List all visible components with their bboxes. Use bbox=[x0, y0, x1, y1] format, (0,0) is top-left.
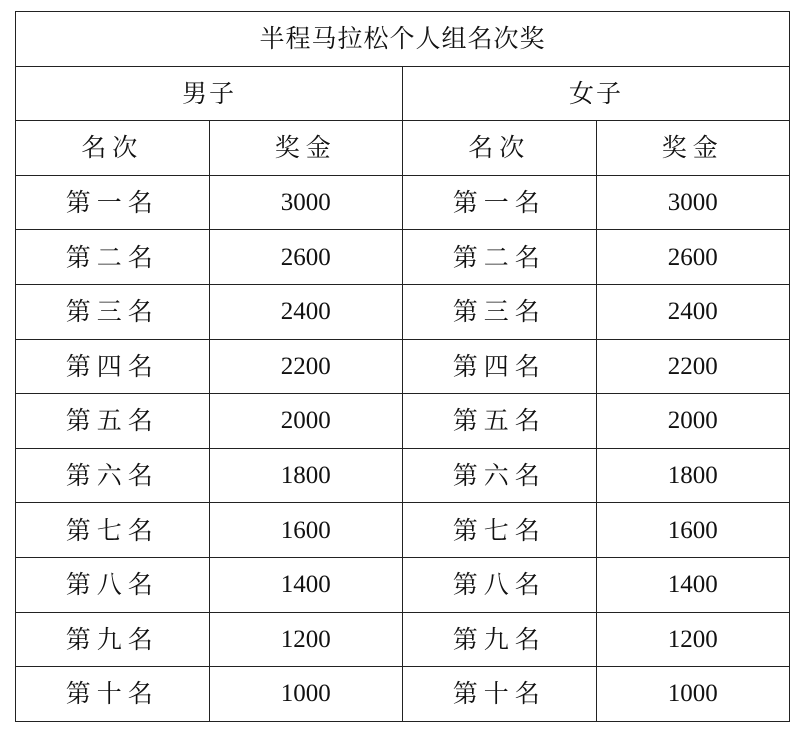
women-prize-cell: 1200 bbox=[596, 612, 790, 667]
men-prize-cell: 2000 bbox=[209, 394, 403, 449]
women-prize-cell: 2200 bbox=[596, 339, 790, 394]
title-row bbox=[16, 12, 790, 67]
women-prize-cell: 3000 bbox=[596, 175, 790, 230]
men-rank-cell: 第七名 bbox=[16, 503, 210, 558]
men-prize-cell: 1000 bbox=[209, 667, 403, 722]
header-women-rank: 名次 bbox=[403, 121, 597, 176]
women-rank-cell: 第八名 bbox=[403, 557, 597, 612]
header-row bbox=[16, 121, 790, 176]
men-prize-cell: 2600 bbox=[209, 230, 403, 285]
women-prize-cell: 1600 bbox=[596, 503, 790, 558]
men-prize-cell: 2400 bbox=[209, 284, 403, 339]
men-rank-cell: 第六名 bbox=[16, 448, 210, 503]
header-men-prize: 奖金 bbox=[209, 121, 403, 176]
prize-table bbox=[15, 11, 790, 722]
table-row bbox=[16, 557, 790, 612]
women-prize-cell: 2600 bbox=[596, 230, 790, 285]
men-prize-cell: 2200 bbox=[209, 339, 403, 394]
men-prize-cell: 1400 bbox=[209, 557, 403, 612]
men-rank-cell: 第九名 bbox=[16, 612, 210, 667]
men-rank-cell: 第四名 bbox=[16, 339, 210, 394]
table-row bbox=[16, 612, 790, 667]
table-row bbox=[16, 339, 790, 394]
men-rank-cell: 第一名 bbox=[16, 175, 210, 230]
table-title: 半程马拉松个人组名次奖 bbox=[16, 12, 790, 67]
women-rank-cell: 第七名 bbox=[403, 503, 597, 558]
group-women: 女子 bbox=[403, 66, 790, 121]
group-men: 男子 bbox=[16, 66, 403, 121]
header-men-rank: 名次 bbox=[16, 121, 210, 176]
men-rank-cell: 第八名 bbox=[16, 557, 210, 612]
group-row bbox=[16, 66, 790, 121]
women-rank-cell: 第二名 bbox=[403, 230, 597, 285]
men-prize-cell: 1600 bbox=[209, 503, 403, 558]
men-rank-cell: 第五名 bbox=[16, 394, 210, 449]
women-rank-cell: 第一名 bbox=[403, 175, 597, 230]
women-prize-cell: 1400 bbox=[596, 557, 790, 612]
table-row bbox=[16, 230, 790, 285]
women-rank-cell: 第五名 bbox=[403, 394, 597, 449]
men-prize-cell: 1200 bbox=[209, 612, 403, 667]
table-body bbox=[16, 175, 790, 721]
table-row bbox=[16, 667, 790, 722]
table-row bbox=[16, 503, 790, 558]
women-prize-cell: 1000 bbox=[596, 667, 790, 722]
men-rank-cell: 第三名 bbox=[16, 284, 210, 339]
table-row bbox=[16, 394, 790, 449]
men-prize-cell: 1800 bbox=[209, 448, 403, 503]
header-women-prize: 奖金 bbox=[596, 121, 790, 176]
men-prize-cell: 3000 bbox=[209, 175, 403, 230]
women-prize-cell: 2000 bbox=[596, 394, 790, 449]
women-prize-cell: 2400 bbox=[596, 284, 790, 339]
women-rank-cell: 第四名 bbox=[403, 339, 597, 394]
women-rank-cell: 第六名 bbox=[403, 448, 597, 503]
table-row bbox=[16, 448, 790, 503]
women-rank-cell: 第九名 bbox=[403, 612, 597, 667]
table-row bbox=[16, 175, 790, 230]
table-row bbox=[16, 284, 790, 339]
men-rank-cell: 第二名 bbox=[16, 230, 210, 285]
women-rank-cell: 第三名 bbox=[403, 284, 597, 339]
women-prize-cell: 1800 bbox=[596, 448, 790, 503]
women-rank-cell: 第十名 bbox=[403, 667, 597, 722]
men-rank-cell: 第十名 bbox=[16, 667, 210, 722]
